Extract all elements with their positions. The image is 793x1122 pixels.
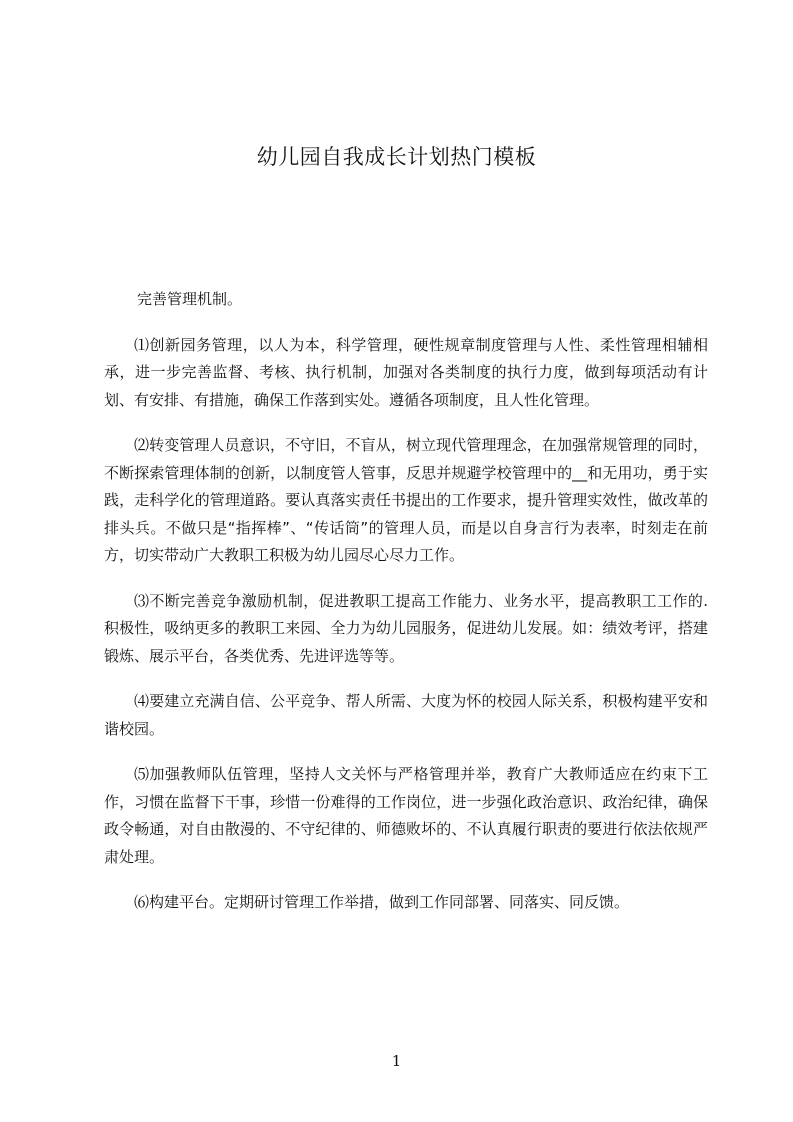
- paragraph-4: ⑷要建立充满自信、公平竞争、帮人所需、大度为怀的校园人际关系，积极构建平安和谐校园。: [104, 692, 708, 738]
- paragraph-1: ⑴创新园务管理，以人为本，科学管理，硬性规章制度管理与人性、柔性管理相辅相承，进一步完善监督、考核、执行机制，加强对各类制度的执行力度，做到每项活动有计划、有安排、有措施，确保工作落到实处。遵循各项制度，且人性化管理。: [104, 335, 708, 409]
- paragraph-2: ⑵转变管理人员意识，不守旧，不盲从，树立现代管理理念，在加强常规管理的同时，不断探索管理体制的创新，以制度管人管事，反思并规避学校管理中的__和无用功，勇于实践，走科学化的管理道路。要认真落实责任书提出的工作要求，提升管理实效性，做改革的排头兵。不做只是“指挥棒”、“传话筒”的管理人员，而是以自身言行为表率，时刻走在前方，切实带动广大教职工积极为幼儿园尽心尽力工作。: [104, 436, 708, 564]
- paragraph-5: ⑸加强教师队伍管理，坚持人文关怀与严格管理并举，教育广大教师适应在约束下工作，习惯在监督下干事，珍惜一份难得的工作岗位，进一步强化政治意识、政治纪律，确保政令畅通，对自由散漫的、不守纪律的、师德败坏的、不认真履行职责的要进行依法依规严肃处理。: [104, 765, 708, 866]
- paragraph-3: ⑶不断完善竞争激励机制，促进教职工提高工作能力、业务水平，提高教职工工作的.积极性，吸纳更多的教职工来园、全力为幼儿园服务，促进幼儿发展。如：绩效考评，搭建锻炼、展示平台，各类优秀、先进评选等等。: [104, 591, 708, 665]
- document-title: 幼儿园自我成长计划热门模板: [256, 145, 537, 169]
- paragraph-6: ⑹构建平台。定期研讨管理工作举措，做到工作同部署、同落实、同反馈。: [134, 893, 630, 911]
- document-body: [104, 286, 708, 917]
- intro-paragraph: 完善管理机制。: [137, 290, 243, 308]
- page-number: 1: [391, 1052, 402, 1070]
